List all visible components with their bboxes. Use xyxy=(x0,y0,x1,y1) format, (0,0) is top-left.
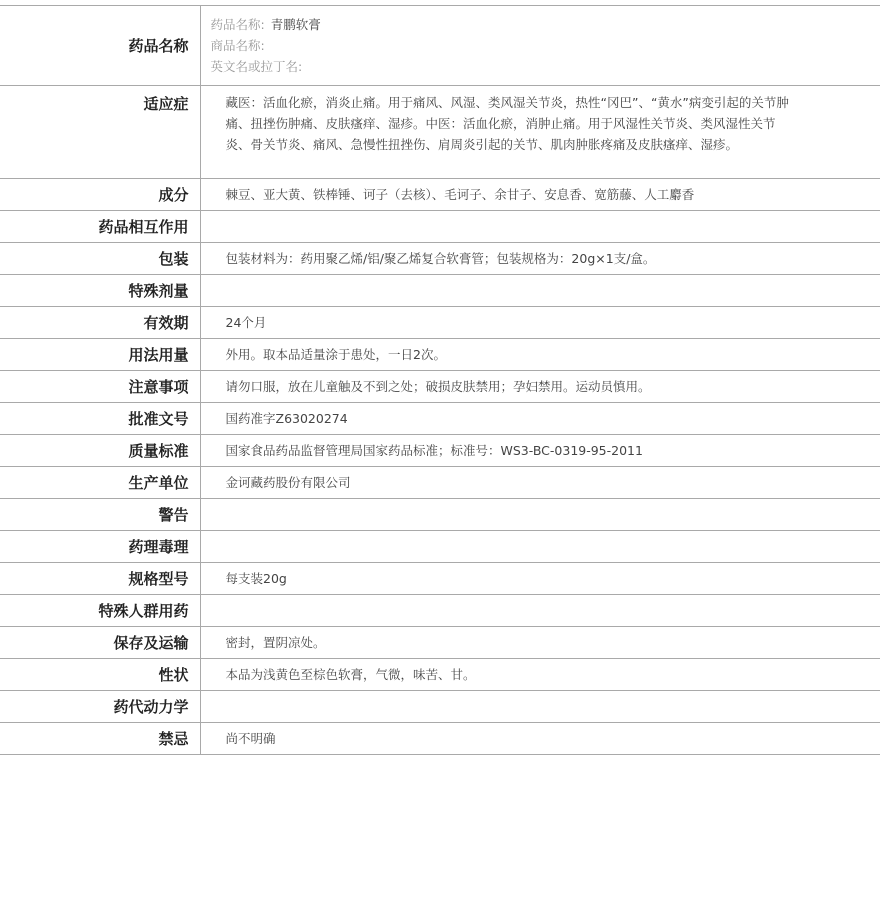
row-label: 生产单位 xyxy=(0,467,200,499)
row-precautions xyxy=(0,371,880,403)
row-value: 密封，置阴凉处。 xyxy=(225,635,326,650)
row-value: 金诃藏药股份有限公司 xyxy=(225,475,351,490)
row-manufacturer xyxy=(0,467,880,499)
row-standard xyxy=(0,435,880,467)
row-appearance xyxy=(0,659,880,691)
row-label: 警告 xyxy=(0,499,200,531)
row-label: 药品相互作用 xyxy=(0,211,200,243)
drug-spec-table xyxy=(0,5,880,755)
row-label: 质量标准 xyxy=(0,435,200,467)
row-label: 规格型号 xyxy=(0,563,200,595)
row-value xyxy=(200,531,880,563)
row-value: 国家食品药品监督管理局国家药品标准；标准号：WS3-BC-0319-95-2011 xyxy=(225,443,643,458)
row-packaging xyxy=(0,243,880,275)
row-specification xyxy=(0,563,880,595)
row-interactions xyxy=(0,211,880,243)
english-name-line xyxy=(211,56,880,77)
row-value: 请勿口服，放在儿童触及不到之处；破损皮肤禁用；孕妇禁用。运动员慎用。 xyxy=(225,379,651,394)
row-usage xyxy=(0,339,880,371)
row-label: 用法用量 xyxy=(0,339,200,371)
english-name-label: 英文名或拉丁名: xyxy=(210,59,303,74)
row-label: 保存及运输 xyxy=(0,627,200,659)
row-special-groups xyxy=(0,595,880,627)
drug-name-cell xyxy=(200,6,880,86)
row-label: 批准文号 xyxy=(0,403,200,435)
row-label: 成分 xyxy=(0,179,200,211)
generic-name-label: 药品名称: xyxy=(210,17,265,32)
row-drug-name xyxy=(0,6,880,86)
row-label: 有效期 xyxy=(0,307,200,339)
row-warning xyxy=(0,499,880,531)
row-value xyxy=(200,595,880,627)
row-label: 性状 xyxy=(0,659,200,691)
row-value: 24个月 xyxy=(225,315,267,330)
row-storage xyxy=(0,627,880,659)
row-value xyxy=(200,499,880,531)
row-label: 禁忌 xyxy=(0,723,200,755)
row-special-dosage xyxy=(0,275,880,307)
row-value: 藏医：活血化瘀，消炎止痛。用于痛风、风湿、类风湿关节炎，热性“冈巴”、“黄水”病变引起的关节肿痛、扭挫伤肿痛、皮肤瘙痒、湿疹。中医：活血化瘀，消肿止痛。用于风湿性关节炎、类风湿性关节炎、骨关节炎、痛风、急慢性扭挫伤、肩周炎引起的关节、肌肉肿胀疼痛及皮肤瘙痒、湿疹。 xyxy=(225,95,789,152)
row-pharmacokinetics xyxy=(0,691,880,723)
row-value: 包装材料为：药用聚乙烯/铝/聚乙烯复合软膏管；包装规格为：20g×1支/盒。 xyxy=(225,251,656,266)
row-value: 本品为浅黄色至棕色软膏，气微，味苦、甘。 xyxy=(225,667,476,682)
row-label: 包装 xyxy=(0,243,200,275)
row-value: 外用。取本品适量涂于患处，一日2次。 xyxy=(225,347,446,362)
row-ingredients xyxy=(0,179,880,211)
row-label: 药代动力学 xyxy=(0,691,200,723)
row-indications xyxy=(0,86,880,179)
row-pharmacology xyxy=(0,531,880,563)
row-label: 特殊人群用药 xyxy=(0,595,200,627)
row-label: 药品名称 xyxy=(0,6,200,86)
row-label: 特殊剂量 xyxy=(0,275,200,307)
row-value: 棘豆、亚大黄、铁棒锤、诃子（去核）、毛诃子、余甘子、安息香、宽筋藤、人工麝香 xyxy=(225,187,695,202)
row-shelf-life xyxy=(0,307,880,339)
row-label: 注意事项 xyxy=(0,371,200,403)
row-value: 国药准字Z63020274 xyxy=(225,411,348,426)
row-value xyxy=(200,275,880,307)
row-value: 尚不明确 xyxy=(225,731,276,746)
row-approval xyxy=(0,403,880,435)
trade-name-label: 商品名称: xyxy=(210,38,265,53)
trade-name-line xyxy=(211,35,880,56)
row-value xyxy=(200,211,880,243)
row-value: 每支装20g xyxy=(225,571,287,586)
generic-name-line xyxy=(211,14,880,35)
row-value xyxy=(200,691,880,723)
row-label: 药理毒理 xyxy=(0,531,200,563)
generic-name-value: 青鹏软膏 xyxy=(270,17,321,32)
row-contraindications xyxy=(0,723,880,755)
row-label: 适应症 xyxy=(0,86,200,179)
